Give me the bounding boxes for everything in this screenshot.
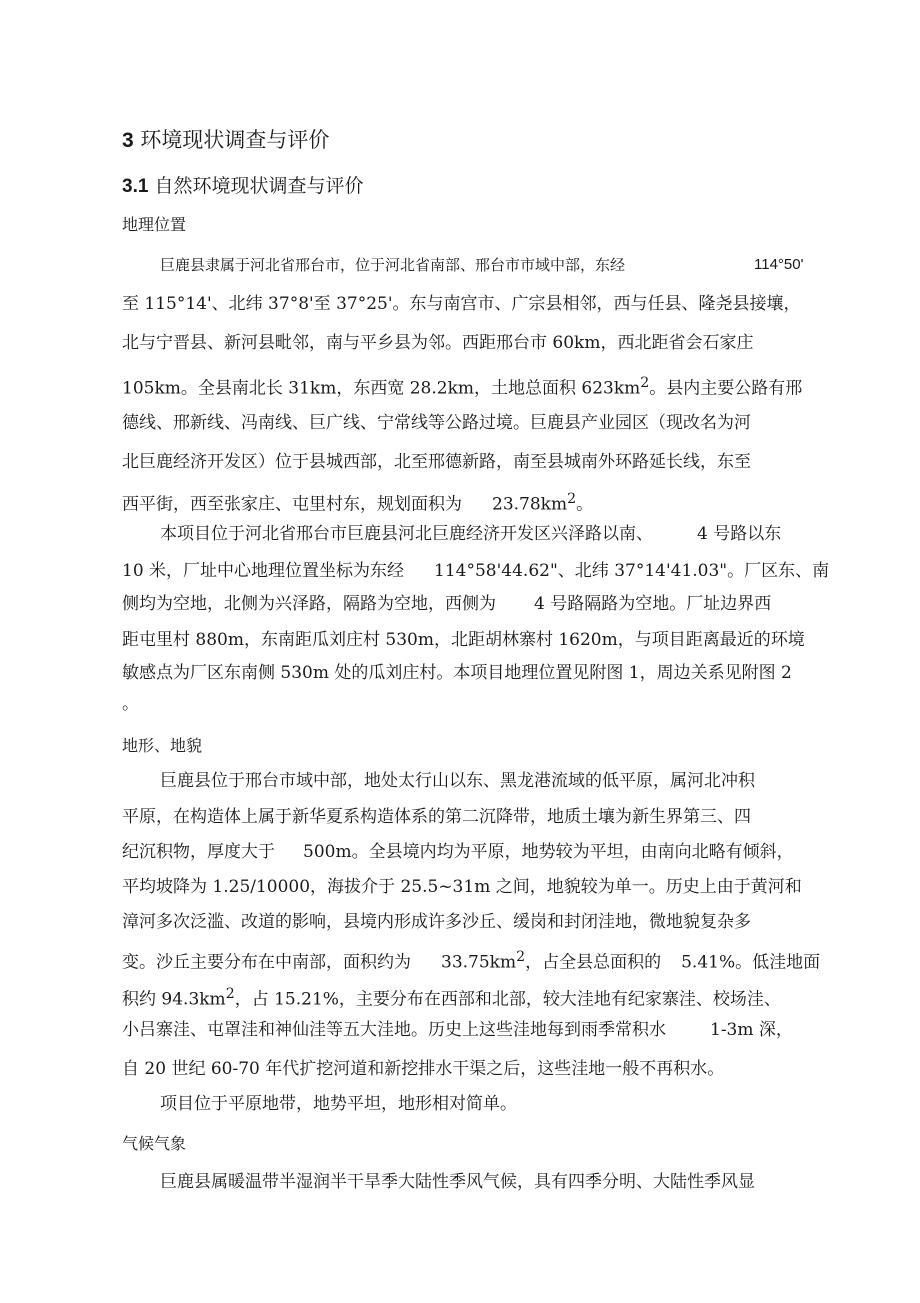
text-segment: 变。沙丘主要分布在中南部，面积约为 (122, 952, 411, 973)
paragraph-line: 平均坡降为 1.25/10000，海拔介于 25.5~31m 之间，地貌较为单一。历史上由于黄河和 (122, 877, 802, 897)
superscript: 2 (640, 375, 650, 391)
text-segment: 500m。全县境内均为平原，地势较为平坦，由南向北略有倾斜， (303, 842, 794, 862)
section-number: 3.1 (122, 176, 149, 197)
superscript: 2 (225, 986, 235, 1002)
paragraph-line: 自 20 世纪 60-70 年代扩挖河道和新挖排水干渠之后，这些洼地一般不再积水。 (122, 1059, 725, 1079)
paragraph-line: 。 (122, 694, 139, 714)
paragraph-line: 至 115°14'、北纬 37°8'至 37°25'。东与南宫市、广宗县相邻，西与任县、隆尧县接壤， (122, 294, 801, 314)
subsection-geo-location: 地理位置 (122, 215, 187, 234)
paragraph-line (122, 371, 802, 401)
section-title: 自然环境现状调查与评价 (154, 175, 364, 197)
text-segment: 5.41%。低洼地面 (681, 952, 821, 973)
paragraph-line (160, 253, 625, 277)
paragraph-line: 漳河多次泛滥、改道的影响，县境内形成许多沙丘、缓岗和封闭洼地，微地貌复杂多 (122, 912, 751, 932)
text-segment: 积约 94.3km (122, 989, 226, 1010)
chapter-number: 3 (122, 129, 134, 152)
text-segment: ，占全县总面积的 (525, 952, 662, 973)
text-segment: 23.78km (492, 494, 568, 515)
text-segment: 114°58'44.62"、北纬 37°14'41.03"。厂区东、南 (434, 561, 830, 581)
paragraph-line: 敏感点为厂区东南侧 530m 处的瓜刘庄村。本项目地理位置见附图 1，周边关系见附图 2 (122, 663, 792, 683)
text-segment: 4 号路以东 (697, 524, 782, 544)
text-segment: 巨鹿县隶属于河北省邢台市，位于河北省南部、邢台市市域中部，东经 (160, 256, 626, 274)
paragraph-line: 北与宁晋县、新河县毗邻，南与平乡县为邻。西距邢台市 60km，西北距省会石家庄 (122, 333, 754, 353)
paragraph-line: 巨鹿县位于邢台市域中部，地处太行山以东、黑龙港流域的低平原，属河北冲积 (160, 771, 755, 791)
section-heading (122, 174, 363, 199)
text-segment: 西平街，西至张家庄、屯里村东，规划面积为 (122, 494, 462, 515)
subsection-terrain: 地形、地貌 (122, 736, 203, 755)
paragraph-line (122, 945, 820, 975)
paragraph-line: 巨鹿县属暖温带半湿润半干旱季大陆性季风气候，具有四季分明、大陆性季风显 (160, 1172, 755, 1192)
paragraph-line: 北巨鹿经济开发区）位于县城西部，北至邢德新路，南至县城南外环路延长线，东至 (122, 452, 751, 472)
paragraph-line (122, 1018, 793, 1042)
text-segment: 33.75km (441, 952, 517, 973)
text-segment: 4 号路隔路为空地。厂址边界西 (534, 594, 772, 614)
text-segment: ，占 15.21%，主要分布在西部和北部，较大洼地有纪家寨洼、校场洼、 (234, 989, 781, 1010)
paragraph-line: 距屯里村 880m，东南距瓜刘庄村 530m，北距胡林寨村 1620m，与项目距离最近的环境 (122, 630, 805, 650)
paragraph-line (122, 559, 829, 583)
coordinate-text: 114°50' (754, 256, 804, 273)
text-segment: 。 (576, 494, 594, 515)
text-segment: 侧均为空地，北侧为兴泽路，隔路为空地，西侧为 (122, 594, 496, 614)
superscript: 2 (567, 491, 577, 507)
text-segment: 本项目位于河北省邢台市巨鹿县河北巨鹿经济开发区兴泽路以南、 (160, 524, 653, 544)
paragraph-line (122, 982, 781, 1012)
text-segment: 小吕寨洼、屯罩洼和神仙洼等五大洼地。历史上这些洼地每到雨季常积水 (122, 1020, 666, 1040)
paragraph-line: 德线、邢新线、冯南线、巨广线、宁常线等公路过境。巨鹿县产业园区（现改名为河 (122, 413, 751, 433)
text-segment: 。县内主要公路有邢 (649, 378, 803, 399)
text-segment: 1-3m 深， (710, 1020, 793, 1040)
subsection-climate: 气候气象 (122, 1134, 187, 1153)
paragraph-line (122, 592, 771, 616)
paragraph-line (122, 487, 593, 517)
paragraph-line (122, 840, 794, 864)
chapter-title: 环境现状调查与评价 (140, 128, 330, 152)
paragraph-line: 平原，在构造体上属于新华夏系构造体系的第二沉降带，地质土壤为新生界第三、四 (122, 807, 751, 827)
text-segment: 10 米，厂址中心地理位置坐标为东经 (122, 561, 405, 581)
chapter-heading (122, 128, 329, 153)
paragraph-line (160, 522, 781, 546)
text-segment: 105km。全县南北长 31km，东西宽 28.2km，土地总面积 623km (122, 378, 641, 399)
superscript: 2 (516, 949, 526, 965)
paragraph-line: 项目位于平原地带，地势平坦，地形相对简单。 (160, 1094, 517, 1114)
text-segment: 纪沉积物，厚度大于 (122, 842, 275, 862)
